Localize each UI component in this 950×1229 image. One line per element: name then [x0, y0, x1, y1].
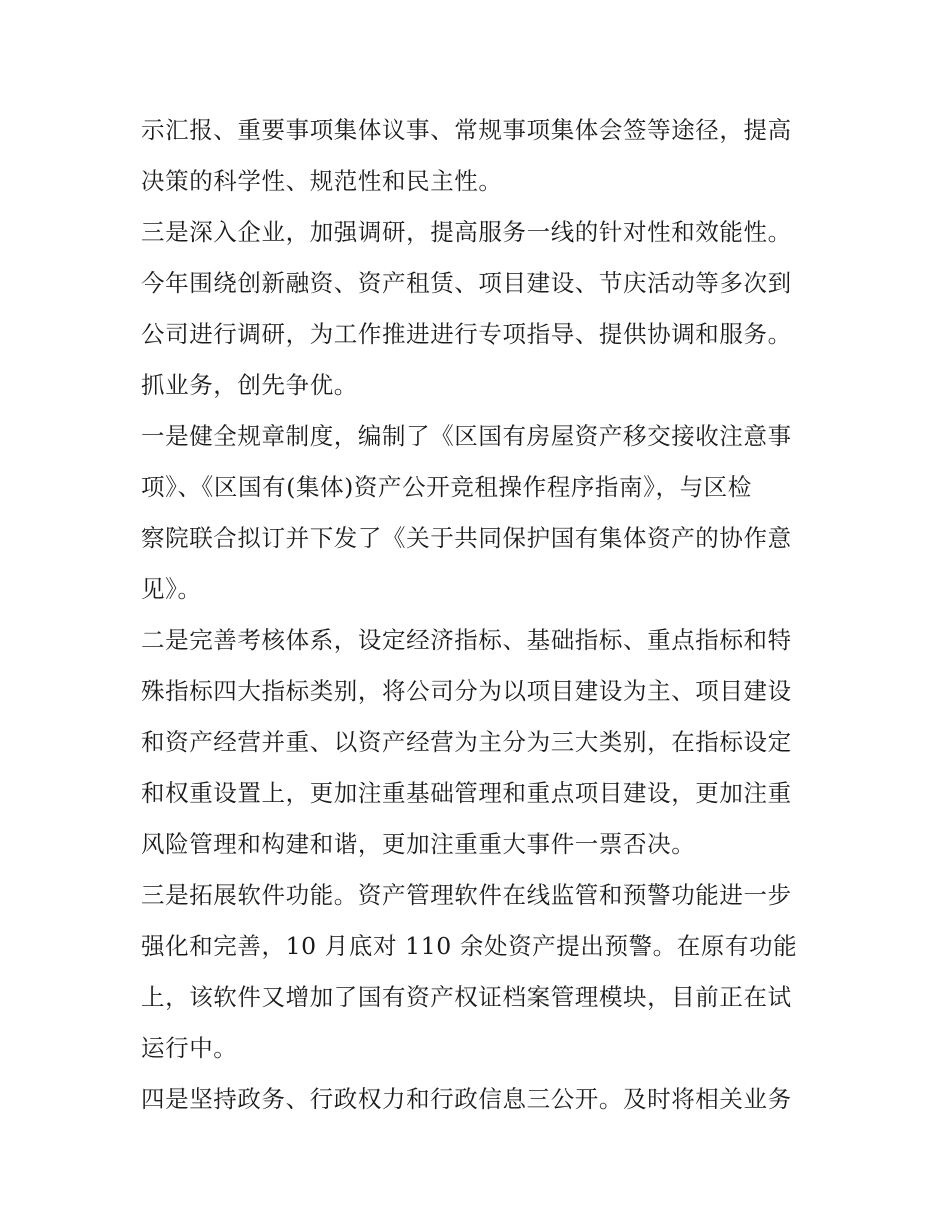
text-line: 运行中。: [141, 1034, 238, 1062]
text-line: 示汇报、重要事项集体议事、常规事项集体会签等途径，提高: [141, 116, 792, 144]
text-line: 三是深入企业，加强调研，提高服务一线的针对性和效能性。: [141, 218, 792, 246]
text-line: 和权重设置上，更加注重基础管理和重点项目建设，更加注重: [141, 779, 792, 807]
text-line: 和资产经营并重、以资产经营为主分为三大类别，在指标设定: [141, 728, 792, 756]
text-line: 殊指标四大指标类别，将公司分为以项目建设为主、项目建设: [141, 677, 792, 705]
text-line: 二是完善考核体系，设定经济指标、基础指标、重点指标和特: [141, 626, 792, 654]
text-line: 公司进行调研，为工作推进进行专项指导、提供协调和服务。: [141, 320, 792, 348]
text-line: 抓业务，创先争优。: [141, 371, 358, 399]
text-line: 今年围绕创新融资、资产租赁、项目建设、节庆活动等多次到: [141, 269, 792, 297]
text-line: 四是坚持政务、行政权力和行政信息三公开。及时将相关业务: [141, 1085, 792, 1113]
text-line: 项》、《区国有(集体)资产公开竞租操作程序指南》，与区检: [141, 473, 752, 501]
text-line: 见》。: [141, 575, 202, 603]
text-line: 一是健全规章制度，编制了《区国有房屋资产移交接收注意事: [141, 422, 792, 450]
text-line: 上，该软件又增加了国有资产权证档案管理模块，目前正在试: [141, 983, 792, 1011]
text-line: 三是拓展软件功能。资产管理软件在线监管和预警功能进一步: [141, 881, 792, 909]
text-line: 察院联合拟订并下发了《关于共同保护国有集体资产的协作意: [141, 524, 792, 552]
text-line: 决策的科学性、规范性和民主性。: [141, 167, 503, 195]
text-line: 风险管理和构建和谐，更加注重重大事件一票否决。: [141, 830, 696, 858]
text-line: 强化和完善，10 月底对 110 余处资产提出预警。在原有功能: [141, 932, 798, 960]
